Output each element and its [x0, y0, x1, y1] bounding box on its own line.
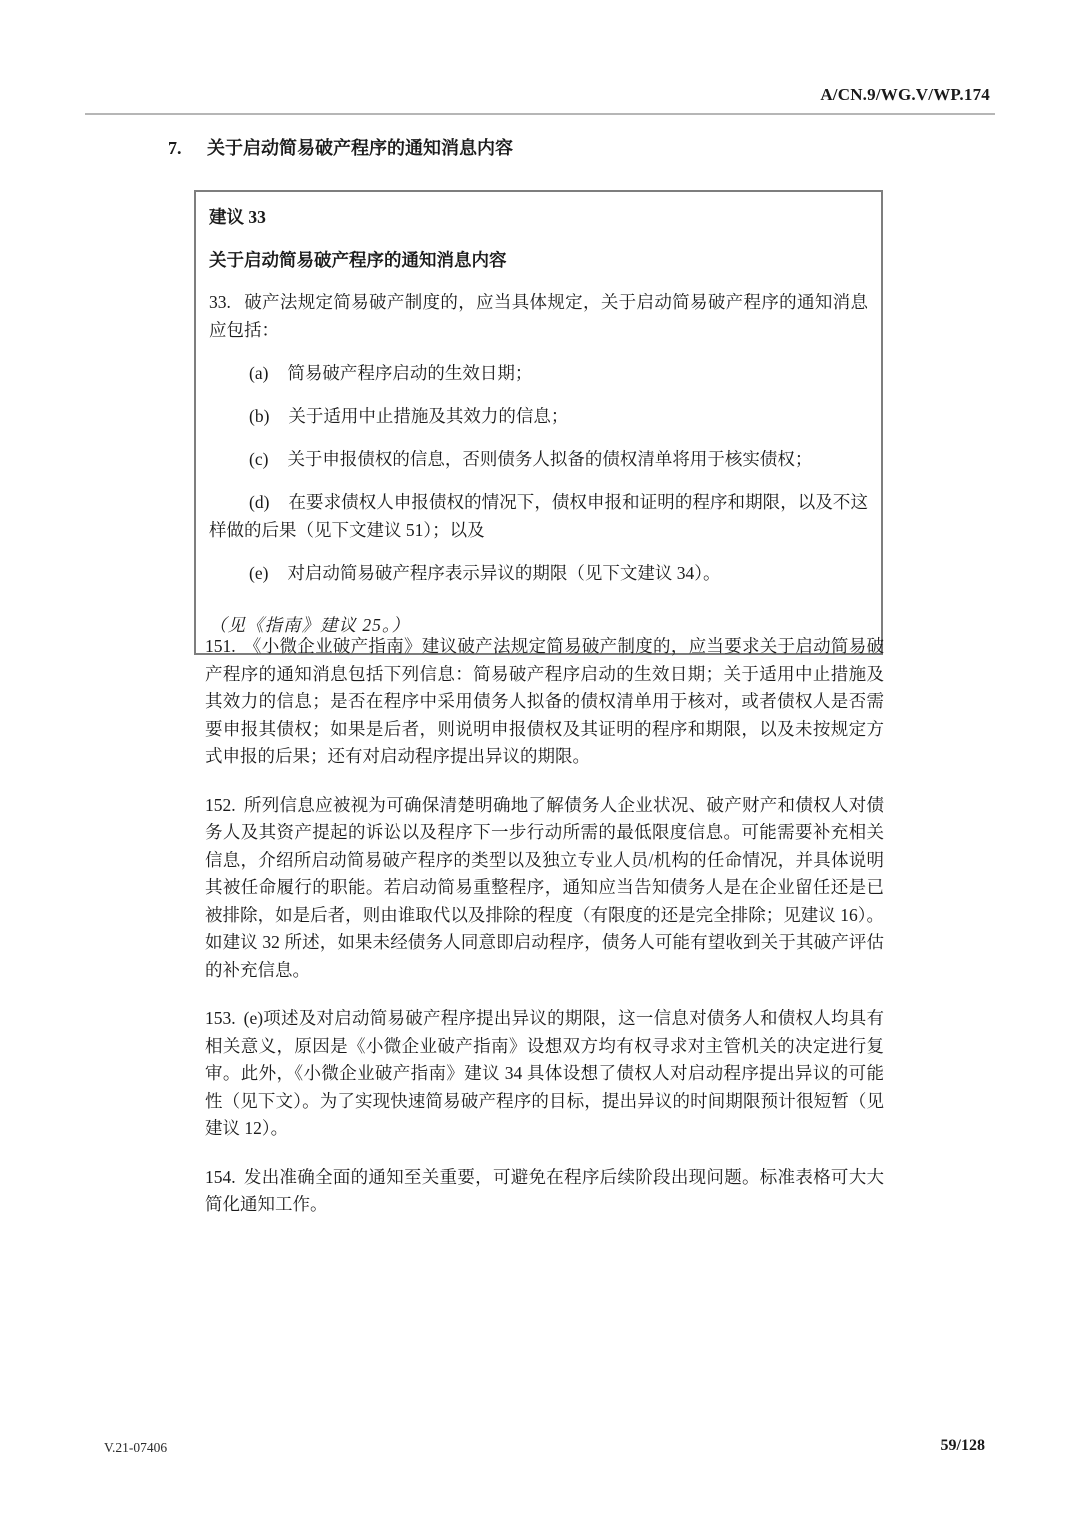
recommendation-item-d: [209, 488, 868, 544]
paragraph-number: 151.: [205, 636, 236, 656]
item-text: 关于适用中止措施及其效力的信息；: [288, 406, 569, 426]
item-label: (d): [249, 492, 270, 512]
item-label: (e): [249, 563, 269, 583]
paragraph-text: (e)项述及对启动简易破产程序提出异议的期限，这一信息对债务人和债权人均具有相关意义，原因是《小微企业破产指南》设想双方均有权寻求对主管机关的决定进行复审。此外，《小微企业破产指南》建议 34 具体设想了债权人对启动程序提出异议的可能性（见下文）。为了实现快速简易破产程序的目标，提出异议的时间期限预计很短暂（见建议 12）。: [205, 1008, 884, 1138]
item-text: 对启动简易破产程序表示异议的期限（见下文建议 34）。: [287, 563, 721, 583]
main-paragraphs: [205, 633, 884, 1240]
recommendation-item-e: [209, 559, 868, 587]
paragraph-text: 《小微企业破产指南》建议破产法规定简易破产制度的，应当要求关于启动简易破产程序的通知消息包括下列信息：简易破产程序启动的生效日期；关于适用中止措施及其效力的信息；是否在程序中采用债务人拟备的债权清单用于核对，或者债权人是否需要申报其债权；如果是后者，则说明申报债权及其证明的程序和期限，以及未按规定方式申报的后果；还有对启动程序提出异议的期限。: [205, 636, 884, 766]
paragraph-number: 154.: [205, 1166, 236, 1187]
recommendation-item-b: [209, 402, 868, 430]
paragraph-153: [205, 1005, 884, 1143]
paragraph-number: 152.: [205, 794, 236, 815]
recommendation-intro-text: 破产法规定简易破产制度的，应当具体规定，关于启动简易破产程序的通知消息应包括：: [209, 292, 868, 340]
paragraph-text: 所列信息应被视为可确保清楚明确地了解债务人企业状况、破产财产和债权人对债务人及其资产提起的诉讼以及程序下一步行动所需的最低限度信息。可能需要补充相关信息，介绍所启动简易破产程序的类型以及独立专业人员/机构的任命情况，并具体说明其被任命履行的职能。若启动简易重整程序，通知应当告知债务人是在企业留任还是已被排除，如是后者，则由谁取代以及排除的程度（有限度的还是完全排除；见建议 16）。如建议 32 所述，如果未经债务人同意即启动程序，债务人可能有望收到关于其破产评估的补充信息。: [205, 794, 884, 980]
recommendation-intro-number: 33.: [209, 292, 231, 312]
recommendation-box: [194, 190, 883, 655]
paragraph-text: 发出准确全面的通知至关重要，可避免在程序后续阶段出现问题。标准表格可大大简化通知工作。: [205, 1166, 884, 1214]
section-heading: [168, 136, 513, 160]
recommendation-item-a: [209, 359, 868, 387]
paragraph-154: [205, 1164, 884, 1219]
item-label: (c): [249, 449, 269, 469]
paragraph-number: 153.: [205, 1008, 236, 1028]
footer-doc-number: V.21-07406: [104, 1440, 168, 1455]
doc-symbol: A/CN.9/WG.V/WP.174: [820, 85, 990, 104]
recommendation-subtitle: 关于启动简易破产程序的通知消息内容: [209, 250, 507, 270]
recommendation-reference: （见《指南》建议 25。）: [209, 615, 411, 635]
item-text: 简易破产程序启动的生效日期；: [287, 363, 533, 383]
recommendation-item-c: [209, 445, 868, 473]
recommendation-intro: [209, 288, 868, 344]
item-text: 在要求债权人申报债权的情况下，债权申报和证明的程序和期限，以及不这样做的后果（见下文建议 51）；以及: [209, 492, 868, 540]
item-label: (a): [249, 363, 269, 383]
paragraph-151: [205, 633, 884, 771]
header-rule: [85, 113, 995, 115]
footer-page-number: 59/128: [940, 1437, 985, 1454]
section-title: 关于启动简易破产程序的通知消息内容: [207, 138, 513, 158]
recommendation-heading: 建议 33: [209, 207, 266, 227]
paragraph-152: [205, 792, 884, 985]
section-number: 7.: [168, 138, 182, 158]
item-label: (b): [249, 406, 270, 426]
item-text: 关于申报债权的信息，否则债务人拟备的债权清单将用于核实债权；: [287, 449, 813, 469]
